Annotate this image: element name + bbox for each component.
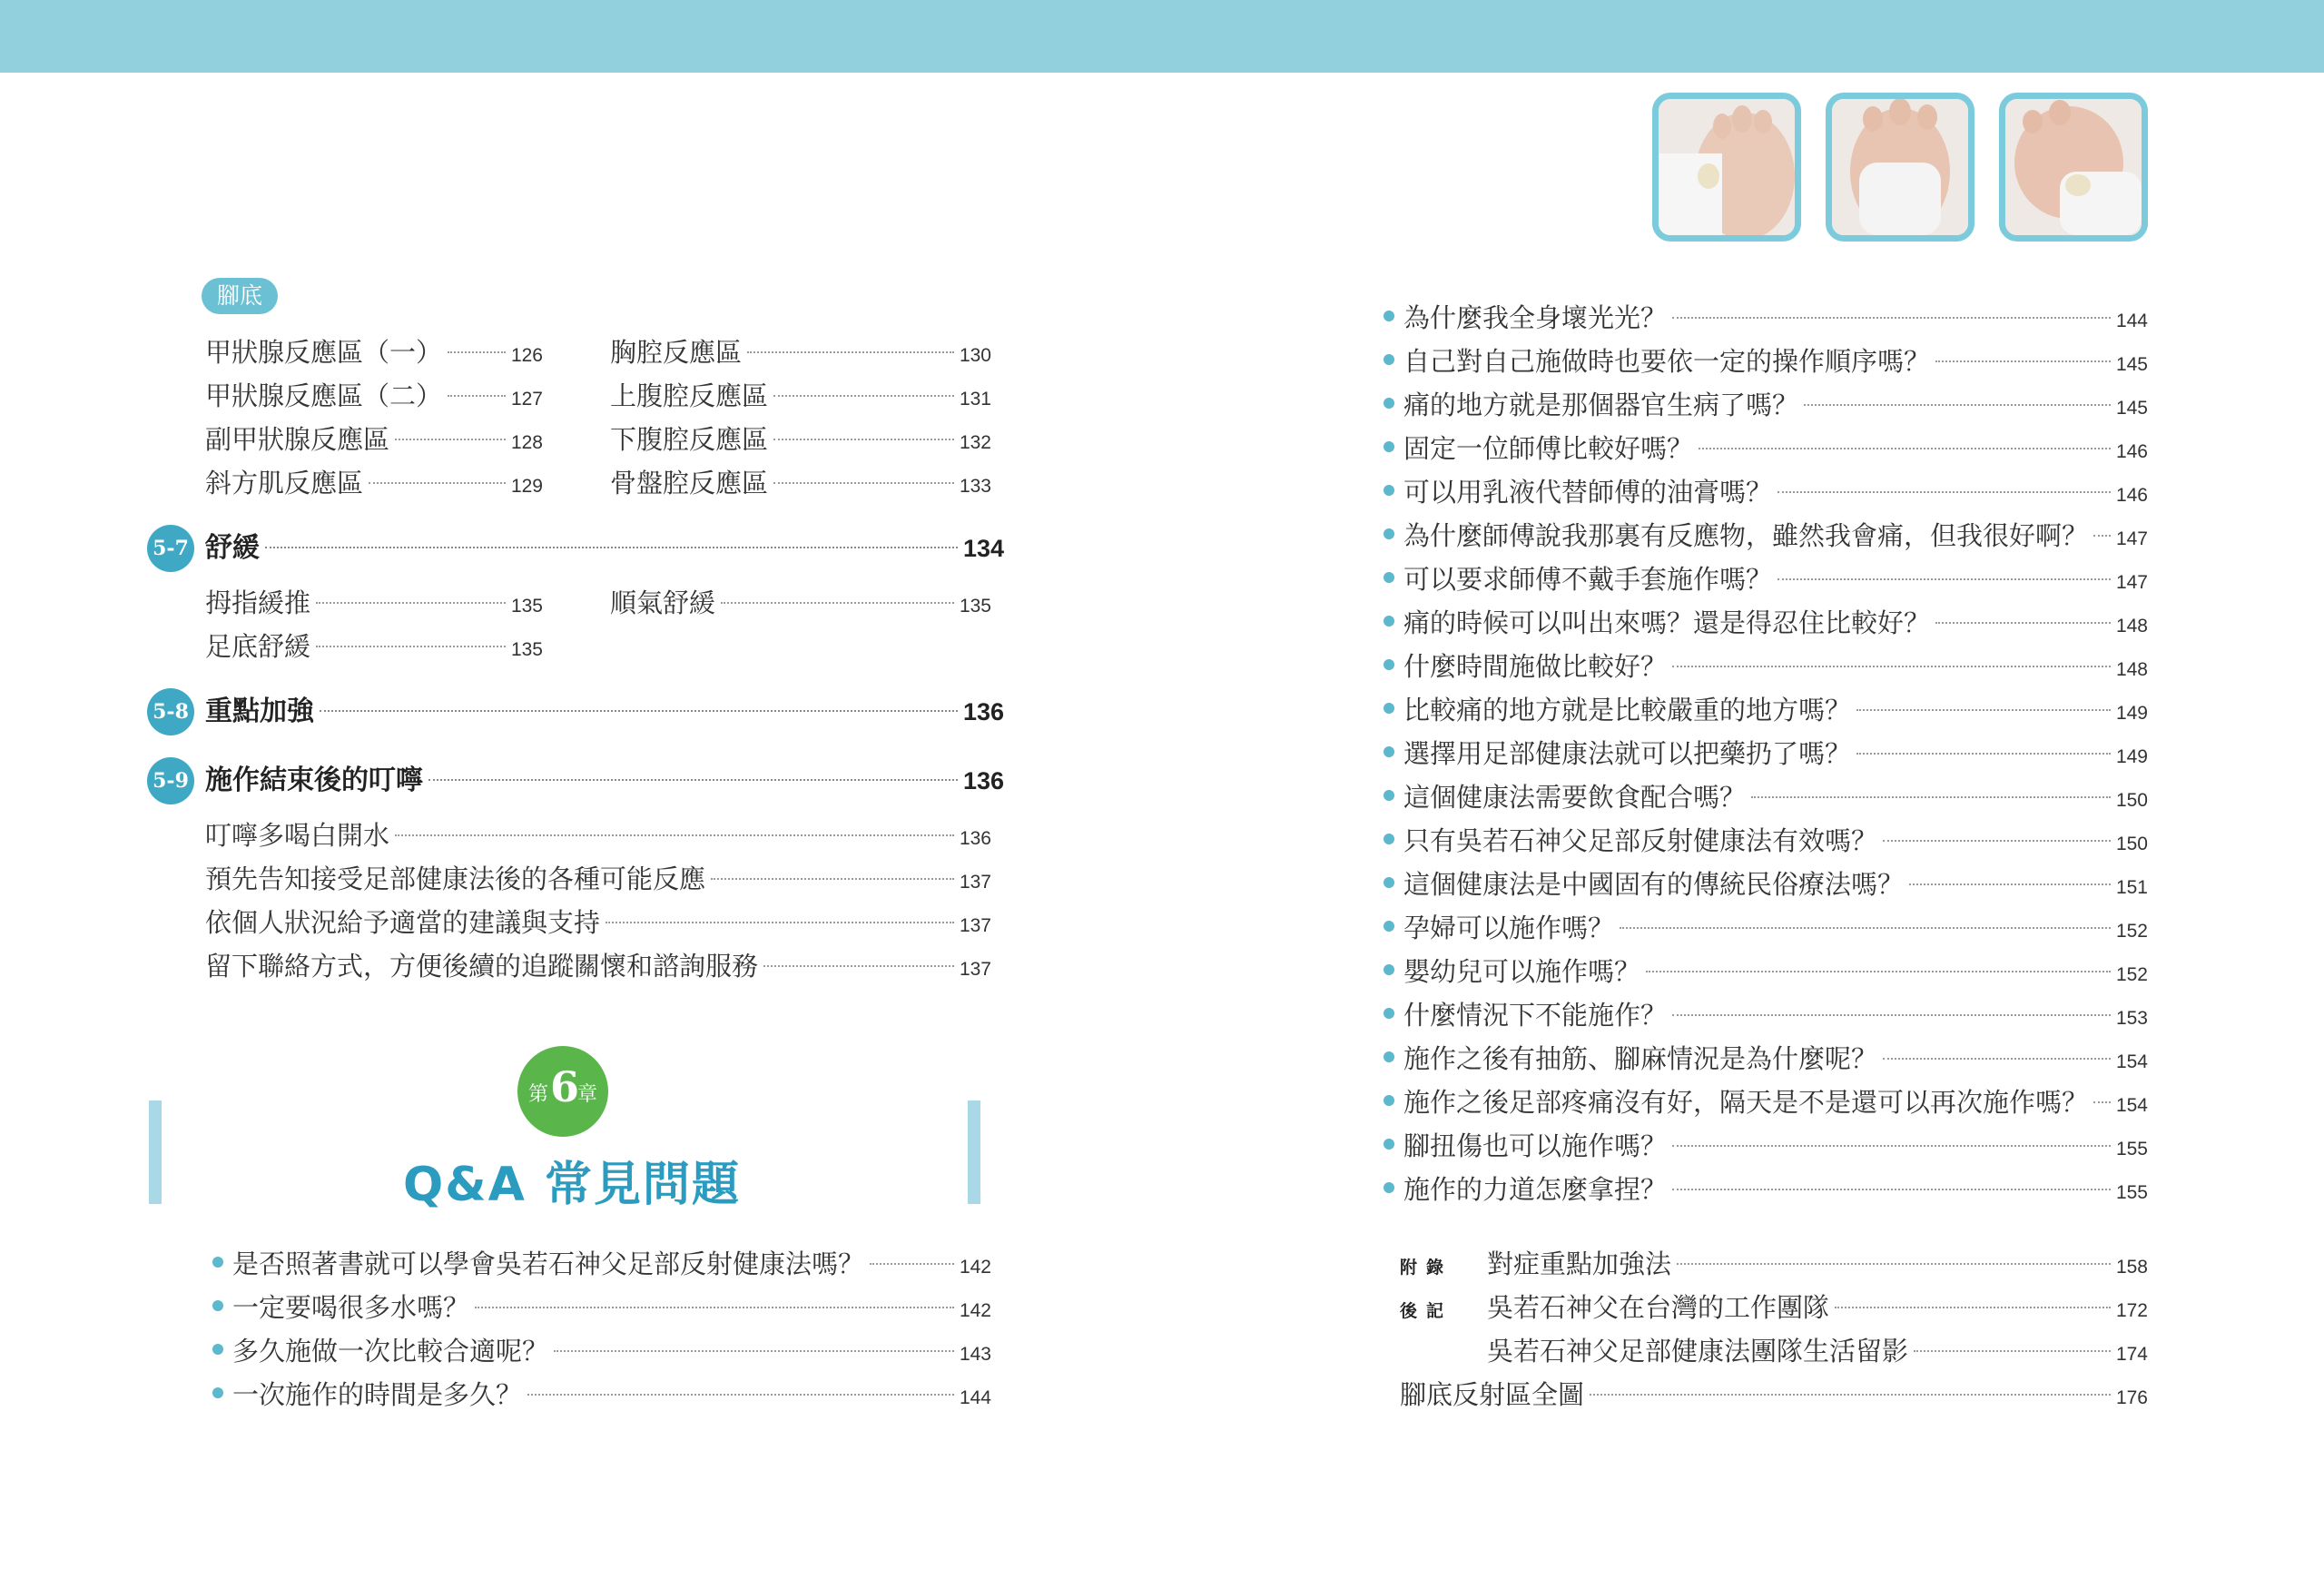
qa-entry[interactable]: 這個健康法需要飲食配合嗎？ 150	[1384, 779, 2148, 815]
toc-entry[interactable]: 甲狀腺反應區（二） 127	[205, 380, 543, 411]
toc-entry[interactable]: 足底舒緩 135	[205, 631, 543, 662]
qa-entry[interactable]: 施作之後足部疼痛沒有好，隔天是不是還可以再次施作嗎？ 154	[1384, 1084, 2148, 1120]
chapter-number-badge: 第 6 章	[517, 1046, 608, 1137]
toc-entry[interactable]: 下腹腔反應區 132	[610, 424, 991, 455]
qa-entry[interactable]: 嬰幼兒可以施作嗎？ 152	[1384, 953, 2148, 990]
toc-entry[interactable]: 副甲狀腺反應區 128	[205, 424, 543, 455]
toc-entry[interactable]: 拇指緩推 135	[205, 587, 543, 618]
section-heading-5-7[interactable]: 舒緩 134	[205, 532, 1004, 564]
bullet-dot	[1384, 398, 1394, 409]
bullet-dot	[1384, 877, 1394, 888]
qa-entry[interactable]: 什麼情況下不能施作？ 153	[1384, 997, 2148, 1033]
toc-entry[interactable]: 斜方肌反應區 129	[205, 468, 543, 498]
toc-entry[interactable]: 叮嚀多喝白開水 136	[205, 820, 991, 851]
toc-entry[interactable]: 順氣舒緩 135	[610, 587, 991, 618]
bullet-dot	[212, 1300, 223, 1311]
bullet-dot	[1384, 1182, 1394, 1193]
toc-entry[interactable]: 甲狀腺反應區（一） 126	[205, 337, 543, 368]
section-heading-5-9[interactable]: 施作結束後的叮嚀 136	[205, 765, 1004, 796]
qa-entry[interactable]: 多久施做一次比較合適呢？ 143	[212, 1333, 991, 1369]
chapter-side-bar-right	[968, 1100, 980, 1204]
bullet-dot	[1384, 964, 1394, 975]
bullet-dot	[212, 1387, 223, 1398]
bullet-dot	[1384, 1051, 1394, 1062]
postscript-entry[interactable]: 後記 吳若石神父在台灣的工作團隊 172	[1400, 1292, 2148, 1323]
qa-entry[interactable]: 選擇用足部健康法就可以把藥扔了嗎？ 149	[1384, 735, 2148, 772]
qa-entry[interactable]: 一定要喝很多水嗎？ 142	[212, 1289, 991, 1326]
toc-entry[interactable]: 胸腔反應區 130	[610, 337, 991, 368]
qa-entry[interactable]: 為什麼我全身壞光光？ 144	[1384, 300, 2148, 336]
bullet-dot	[212, 1257, 223, 1268]
section-badge-5-9: 5-9	[147, 757, 194, 804]
bullet-dot	[1384, 572, 1394, 583]
postscript-entry[interactable]: 吳若石神父足部健康法團隊生活留影 174	[1487, 1336, 2148, 1367]
foot-massage-photo-3	[1999, 93, 2148, 242]
qa-entry[interactable]: 一次施作的時間是多久？ 144	[212, 1377, 991, 1413]
qa-entry[interactable]: 這個健康法是中國固有的傳統民俗療法嗎？ 151	[1384, 866, 2148, 903]
section-badge-5-7: 5-7	[147, 525, 194, 572]
qa-entry[interactable]: 可以用乳液代替師傅的油膏嗎？ 146	[1384, 474, 2148, 510]
qa-entry[interactable]: 施作之後有抽筋、腳麻情況是為什麼呢？ 154	[1384, 1041, 2148, 1077]
top-color-band	[0, 0, 2324, 73]
bullet-dot	[1384, 311, 1394, 321]
qa-entry[interactable]: 痛的地方就是那個器官生病了嗎？ 145	[1384, 387, 2148, 423]
qa-entry[interactable]: 是否照著書就可以學會吳若石神父足部反射健康法嗎？ 142	[212, 1246, 991, 1282]
chapter-side-bar-left	[149, 1100, 162, 1204]
bullet-dot	[1384, 921, 1394, 932]
bullet-dot	[1384, 528, 1394, 539]
qa-entry[interactable]: 腳扭傷也可以施作嗎？ 155	[1384, 1128, 2148, 1164]
foot-massage-photo-2	[1826, 93, 1974, 242]
bullet-dot	[1384, 1095, 1394, 1106]
qa-entry[interactable]: 只有吳若石神父足部反射健康法有效嗎？ 150	[1384, 823, 2148, 859]
bullet-dot	[1384, 354, 1394, 365]
toc-entry[interactable]: 依個人狀況給予適當的建議與支持 137	[205, 907, 991, 938]
section-heading-5-8[interactable]: 重點加強 136	[205, 696, 1004, 727]
qa-entry[interactable]: 什麼時間施做比較好？ 148	[1384, 648, 2148, 685]
qa-entry[interactable]: 可以要求師傅不戴手套施作嗎？ 147	[1384, 561, 2148, 597]
chapter-title: Q&A 常見問題	[403, 1158, 741, 1212]
bullet-dot	[1384, 790, 1394, 801]
bullet-dot	[1384, 746, 1394, 757]
bullet-dot	[212, 1344, 223, 1355]
qa-entry[interactable]: 為什麼師傅說我那裏有反應物，雖然我會痛，但我很好啊？ 147	[1384, 518, 2148, 554]
bullet-dot	[1384, 834, 1394, 844]
bullet-dot	[1384, 485, 1394, 496]
bullet-dot	[1384, 703, 1394, 714]
qa-entry[interactable]: 孕婦可以施作嗎？ 152	[1384, 910, 2148, 946]
qa-entry[interactable]: 自己對自己施做時也要依一定的操作順序嗎？ 145	[1384, 343, 2148, 380]
appendix-entry[interactable]: 附錄 對症重點加強法 158	[1400, 1248, 2148, 1279]
foot-massage-photo-1	[1652, 93, 1801, 242]
bullet-dot	[1384, 1139, 1394, 1150]
reflex-map-entry[interactable]: 腳底反射區全圖 176	[1400, 1379, 2148, 1410]
toc-entry[interactable]: 留下聯絡方式，方便後續的追蹤關懷和諮詢服務 137	[205, 951, 991, 982]
bullet-dot	[1384, 616, 1394, 627]
toc-entry[interactable]: 上腹腔反應區 131	[610, 380, 991, 411]
qa-entry[interactable]: 比較痛的地方就是比較嚴重的地方嗎？ 149	[1384, 692, 2148, 728]
toc-entry[interactable]: 預先告知接受足部健康法後的各種可能反應 137	[205, 864, 991, 894]
section-pill-sole: 腳底	[202, 278, 278, 314]
qa-entry[interactable]: 痛的時候可以叫出來嗎？還是得忍住比較好？ 148	[1384, 605, 2148, 641]
qa-entry[interactable]: 施作的力道怎麼拿捏？ 155	[1384, 1171, 2148, 1208]
bullet-dot	[1384, 659, 1394, 670]
section-badge-5-8: 5-8	[147, 688, 194, 735]
toc-entry[interactable]: 骨盤腔反應區 133	[610, 468, 991, 498]
qa-entry[interactable]: 固定一位師傅比較好嗎？ 146	[1384, 430, 2148, 467]
bullet-dot	[1384, 441, 1394, 452]
bullet-dot	[1384, 1008, 1394, 1019]
